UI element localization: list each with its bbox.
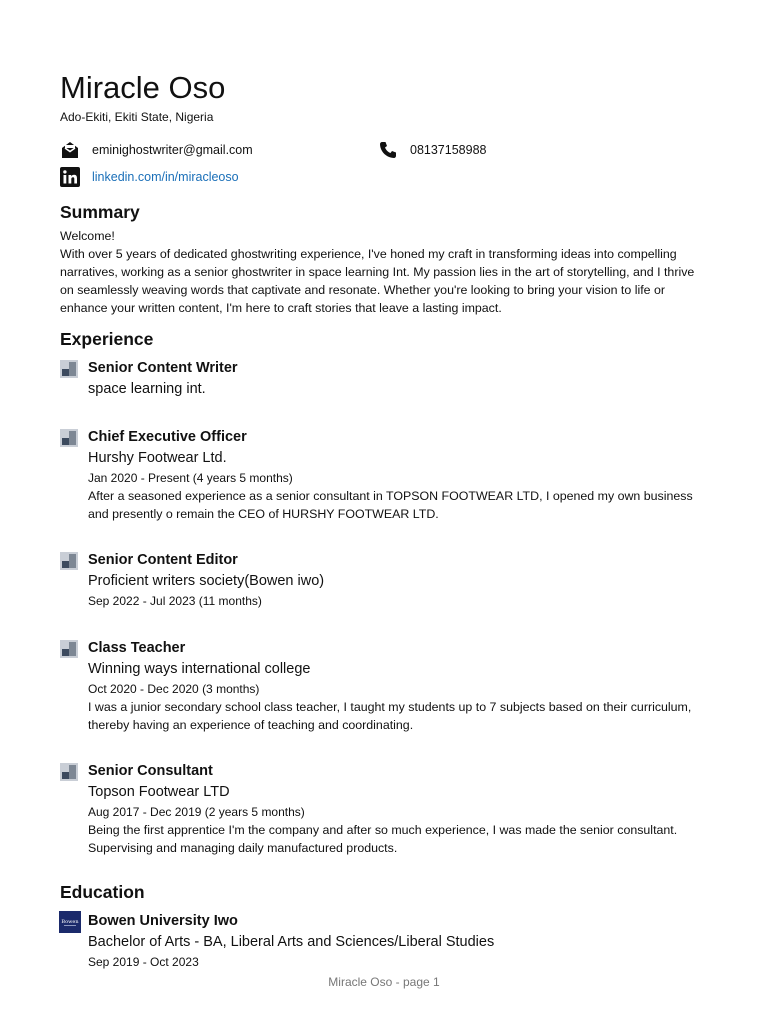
page-footer: Miracle Oso - page 1 bbox=[328, 975, 440, 989]
job-title: Senior Consultant bbox=[88, 763, 213, 779]
job-description: Being the first apprentice I'm the company and after so much experience, I was made the senior consultant. Supervising and managing daily manufactured products. bbox=[88, 823, 678, 855]
summary-greeting: Welcome! bbox=[60, 229, 115, 243]
job-company: Winning ways international college bbox=[88, 661, 311, 677]
summary-block bbox=[60, 227, 700, 317]
job-company: space learning int. bbox=[88, 381, 206, 397]
job-title: Senior Content Writer bbox=[88, 360, 238, 376]
linkedin-icon bbox=[60, 167, 80, 187]
experience-heading: Experience bbox=[60, 329, 154, 349]
company-logo-placeholder-icon bbox=[60, 552, 78, 570]
company-logo-placeholder-icon bbox=[60, 360, 78, 378]
email-icon bbox=[60, 140, 80, 160]
job-company: Hurshy Footwear Ltd. bbox=[88, 450, 227, 466]
resume-name: Miracle Oso bbox=[60, 70, 226, 105]
job-company: Proficient writers society(Bowen iwo) bbox=[88, 573, 325, 589]
job-dates: Aug 2017 - Dec 2019 (2 years 5 months) bbox=[88, 805, 305, 819]
job-title: Class Teacher bbox=[88, 640, 186, 656]
education-heading: Education bbox=[60, 882, 145, 902]
job-description: After a seasoned experience as a senior consultant in TOPSON FOOTWEAR LTD, I opened my own business and presently o remain the CEO of HURSHY FOOTWEAR LTD. bbox=[88, 489, 693, 521]
education-dates: Sep 2019 - Oct 2023 bbox=[88, 955, 199, 969]
linkedin-link[interactable]: linkedin.com/in/miracleoso bbox=[92, 170, 239, 184]
phone-icon bbox=[378, 140, 398, 160]
company-logo-placeholder-icon bbox=[60, 429, 78, 447]
summary-text: With over 5 years of dedicated ghostwriting experience, I've honed my craft in transforming ideas into compelling narratives, working as a senior ghostwriter in space learning Int. My passion lies in the art of storytelling, and I thrive on seamlessly weaving words that captivate and resonate. Whether you're looking to bring your vision to life or enhance your written content, I'm here to craft stories that leave a lasting impact. bbox=[60, 247, 695, 315]
degree-text: Bachelor of Arts - BA, Liberal Arts and Sciences/Liberal Studies bbox=[88, 934, 495, 950]
job-dates: Oct 2020 - Dec 2020 (3 months) bbox=[88, 682, 260, 696]
location-text: Ado-Ekiti, Ekiti State, Nigeria bbox=[60, 110, 214, 124]
university-logo-text: Bowen bbox=[61, 919, 79, 925]
university-logo-icon bbox=[59, 911, 81, 933]
linkedin-contact bbox=[60, 167, 239, 187]
school-name: Bowen University Iwo bbox=[88, 913, 238, 929]
email-contact bbox=[60, 140, 253, 160]
company-logo-placeholder-icon bbox=[60, 763, 78, 781]
email-text[interactable]: eminighostwriter@gmail.com bbox=[92, 143, 253, 157]
job-description: I was a junior secondary school class teacher, I taught my students up to 7 subjects based on their curriculum, thereby having an experience of teaching and coordinating. bbox=[88, 700, 692, 732]
job-dates: Sep 2022 - Jul 2023 (11 months) bbox=[88, 594, 262, 608]
job-title: Senior Content Editor bbox=[88, 552, 238, 568]
company-logo-placeholder-icon bbox=[60, 640, 78, 658]
job-dates: Jan 2020 - Present (4 years 5 months) bbox=[88, 471, 293, 485]
summary-heading: Summary bbox=[60, 202, 140, 222]
phone-text[interactable]: 08137158988 bbox=[410, 143, 487, 157]
job-company: Topson Footwear LTD bbox=[88, 784, 230, 800]
job-title: Chief Executive Officer bbox=[88, 429, 247, 445]
phone-contact bbox=[378, 140, 486, 160]
